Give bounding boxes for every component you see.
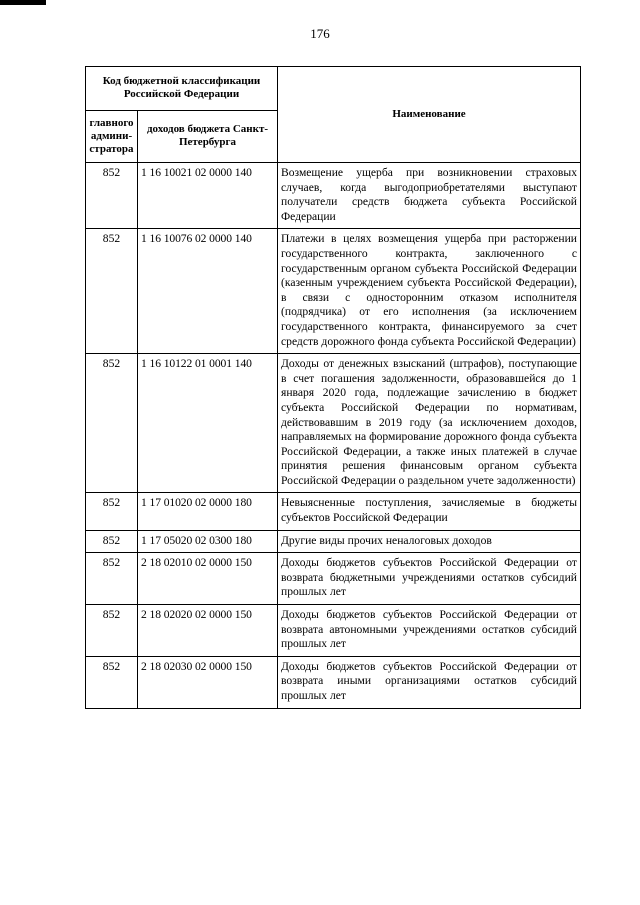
cell-admin-code: 852 [86, 163, 138, 229]
cell-name: Доходы бюджетов субъектов Российской Федерации от возврата автономными учреждениями остатков субсидий прошлых лет [278, 605, 581, 657]
table-row [86, 656, 581, 708]
table-row [86, 354, 581, 493]
page-number: 176 [310, 26, 330, 41]
scan-corner-mark [0, 0, 46, 5]
cell-name: Доходы бюджетов субъектов Российской Федерации от возврата бюджетными учреждениями остатков субсидий прошлых лет [278, 553, 581, 605]
cell-admin-code: 852 [86, 553, 138, 605]
table-row [86, 493, 581, 530]
cell-name: Платежи в целях возмещения ущерба при расторжении государственного контракта, заключенного с государственным органом субъекта Российской Федерации (казенным учреждением субъекта Российской Федерации), в связи с односторонним отказом исполнителя (подрядчика) от его исполнения (за исключением государственного контракта, финансируемого за счет средств дорожного фонда субъекта Российской Федерации) [278, 229, 581, 354]
table-row [86, 530, 581, 553]
cell-revenue-code: 1 17 05020 02 0300 180 [138, 530, 278, 553]
cell-admin-code: 852 [86, 605, 138, 657]
cell-revenue-code: 1 16 10021 02 0000 140 [138, 163, 278, 229]
cell-name: Другие виды прочих неналоговых доходов [278, 530, 581, 553]
cell-admin-code: 852 [86, 493, 138, 530]
cell-revenue-code: 1 16 10076 02 0000 140 [138, 229, 278, 354]
cell-revenue-code: 1 16 10122 01 0001 140 [138, 354, 278, 493]
table-row [86, 229, 581, 354]
cell-admin-code: 852 [86, 530, 138, 553]
table-row [86, 163, 581, 229]
cell-revenue-code: 2 18 02010 02 0000 150 [138, 553, 278, 605]
table-body [86, 163, 581, 709]
table-row [86, 605, 581, 657]
cell-revenue-code: 1 17 01020 02 0000 180 [138, 493, 278, 530]
cell-name: Невыясненные поступления, зачисляемые в бюджеты субъектов Российской Федерации [278, 493, 581, 530]
cell-name: Доходы бюджетов субъектов Российской Федерации от возврата иными организациями остатков субсидий прошлых лет [278, 656, 581, 708]
cell-revenue-code: 2 18 02020 02 0000 150 [138, 605, 278, 657]
header-revenue-code: доходов бюджета Санкт-Петербурга [138, 111, 278, 163]
header-name: Наименование [278, 67, 581, 163]
cell-admin-code: 852 [86, 354, 138, 493]
header-main-administrator: главного админи-стратора [86, 111, 138, 163]
cell-admin-code: 852 [86, 656, 138, 708]
table-row [86, 553, 581, 605]
budget-classification-table [85, 66, 581, 709]
header-classification-code: Код бюджетной классификации Российской Федерации [86, 67, 278, 111]
cell-name: Доходы от денежных взысканий (штрафов), поступающие в счет погашения задолженности, образовавшейся до 1 января 2020 года, подлежащие зачислению в бюджет субъекта Российской Федерации по нормативам, действовавшим в 2019 году (за исключением доходов, направляемых на формирование дорожного фонда субъекта Российской Федерации, а также иных платежей в случае принятия решения финансовым органом субъекта Российской Федерации о раздельном учете задолженности) [278, 354, 581, 493]
cell-admin-code: 852 [86, 229, 138, 354]
cell-name: Возмещение ущерба при возникновении страховых случаев, когда выгодоприобретателями выступают получатели средств бюджета субъекта Российской Федерации [278, 163, 581, 229]
cell-revenue-code: 2 18 02030 02 0000 150 [138, 656, 278, 708]
